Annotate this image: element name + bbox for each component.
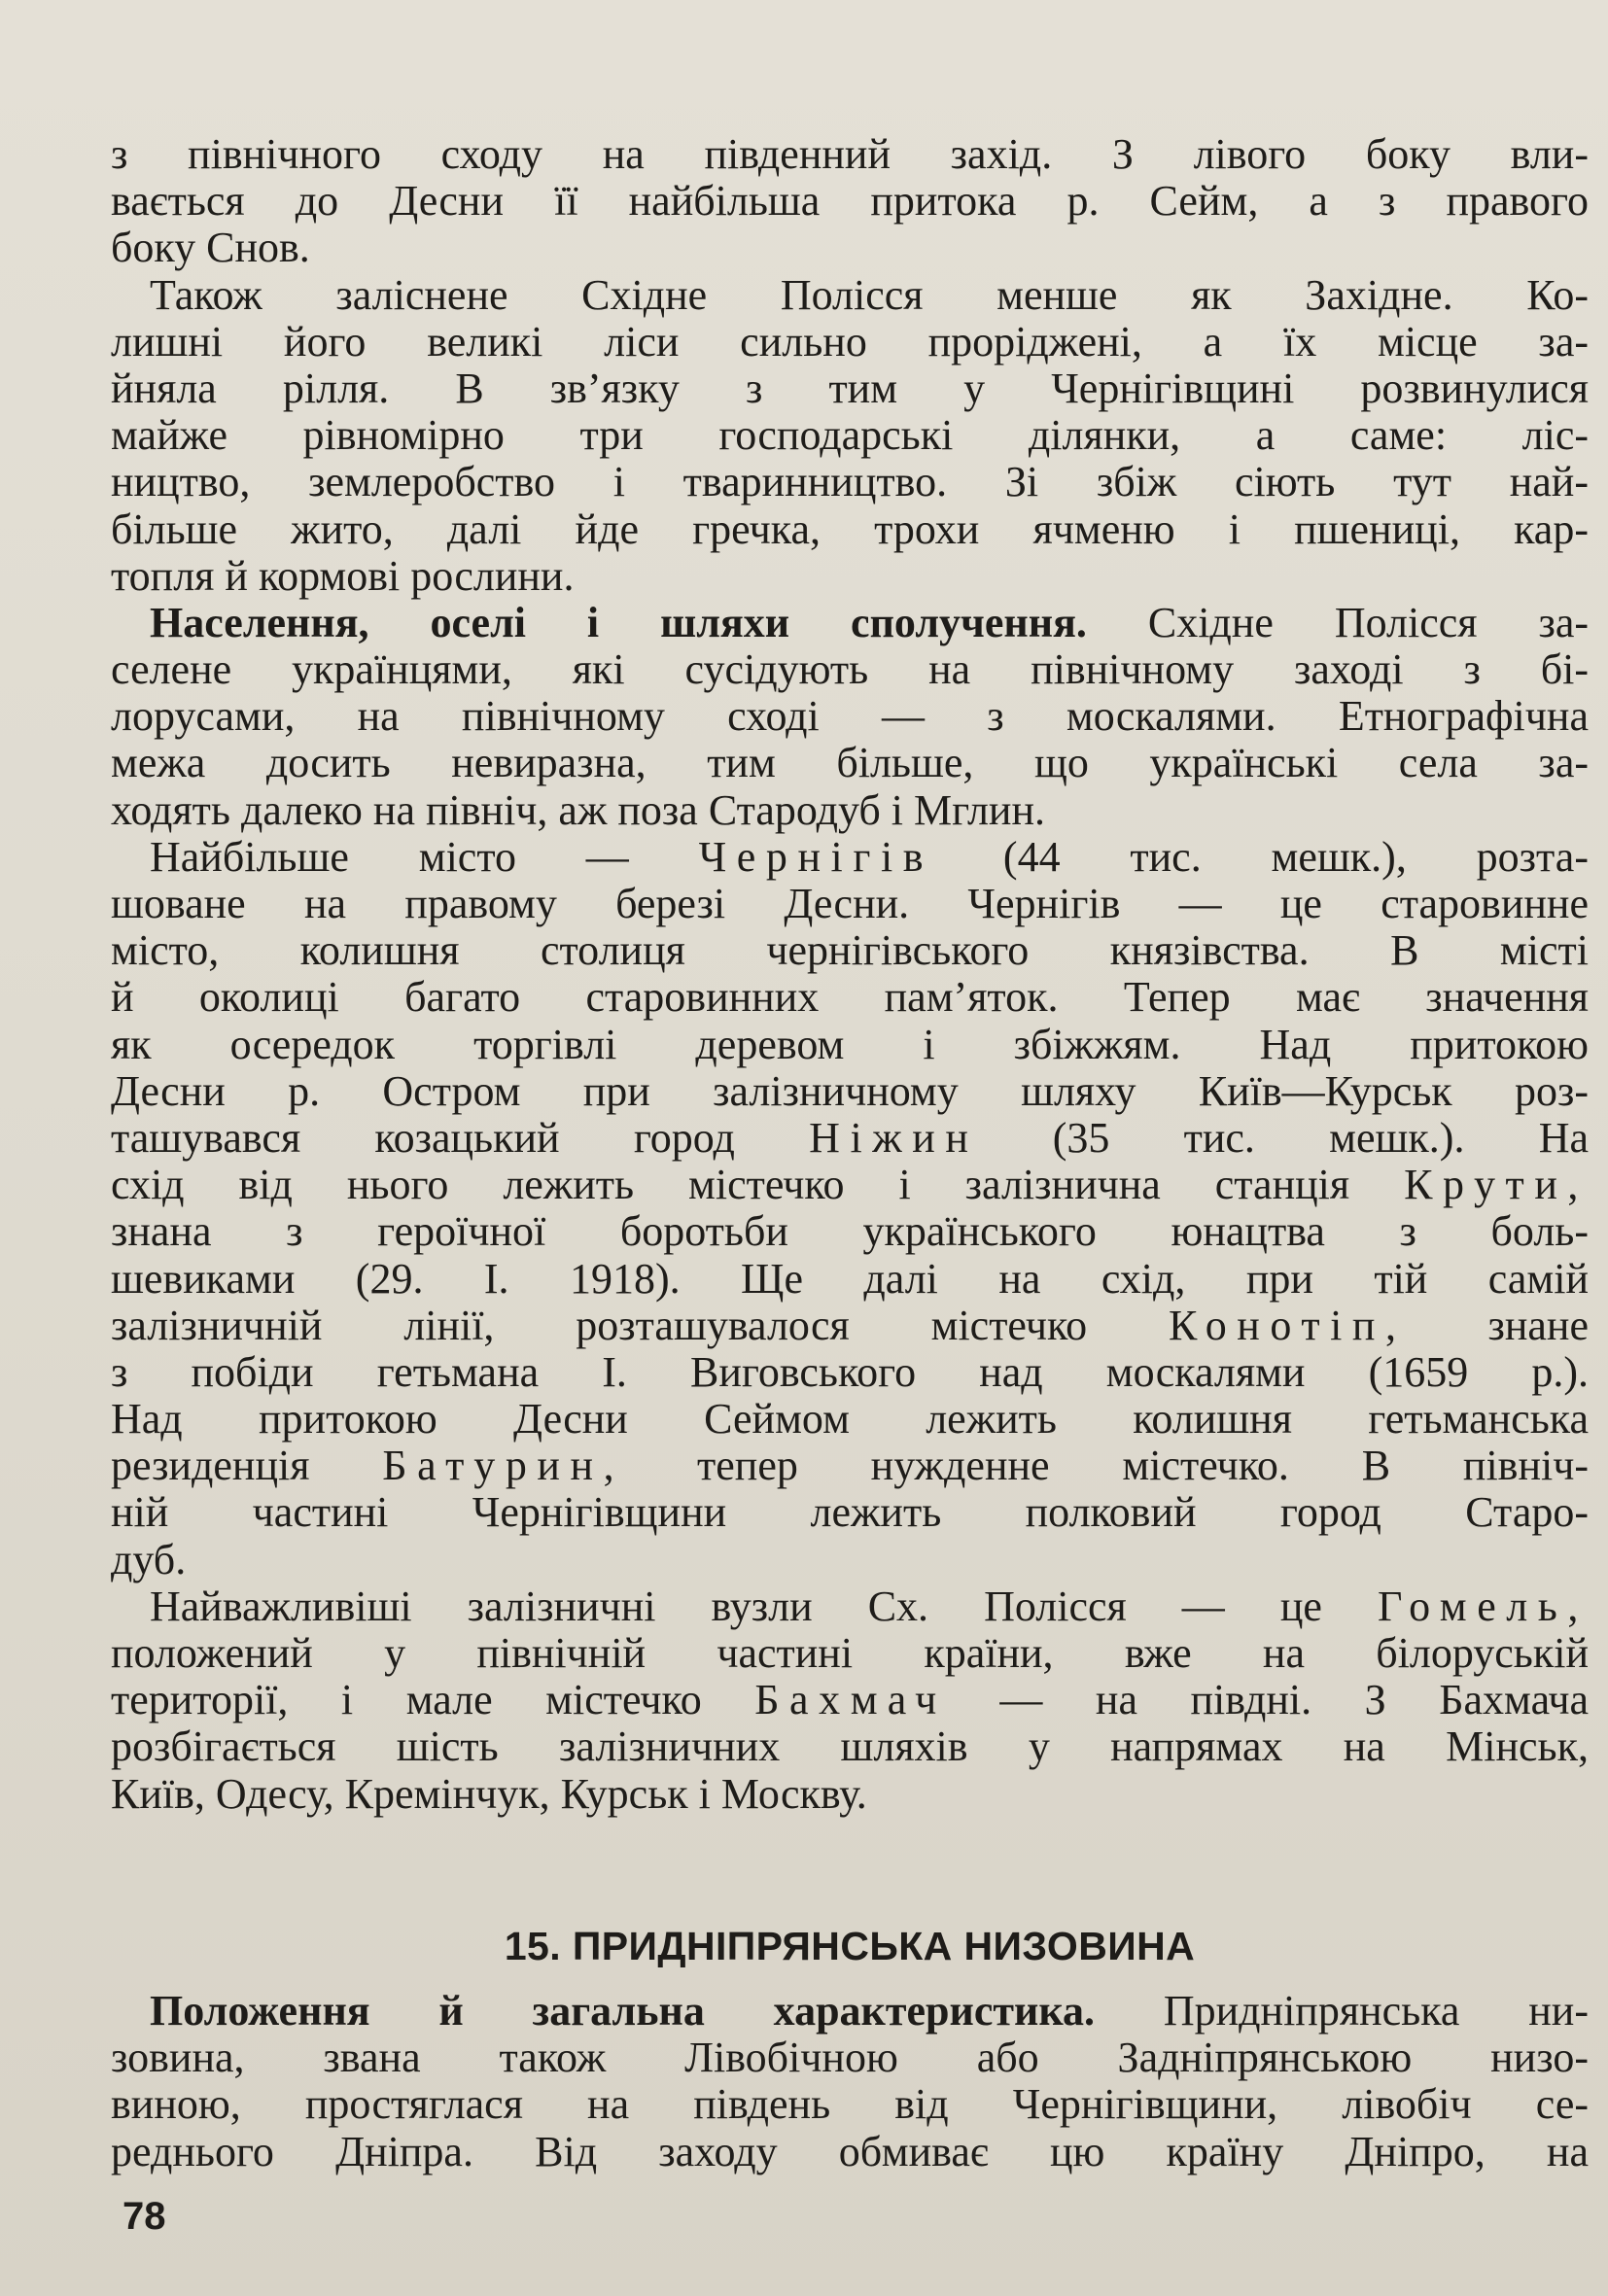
city-nizhyn: Ніжин: [809, 1113, 979, 1162]
section-text: [111, 1988, 1589, 2175]
text-fragment: Придніпрянська ни-: [1163, 1987, 1589, 2035]
text-line: як осередок торгівлі деревом і збіжжям. Над притокою: [111, 1020, 1589, 1068]
text-line: шоване на правому березі Десни. Чернігів — це старовинне: [111, 880, 1589, 927]
text-fragment: (44 тис. мешк.), розта-: [933, 832, 1589, 881]
text-line: реднього Дніпра. Від заходу обмиває цю країну Дніпро, на: [111, 2127, 1589, 2175]
text-fragment: (35 тис. мешк.). На: [978, 1113, 1589, 1162]
text-line: положений у північній частині країни, вже на білоруській: [111, 1629, 1589, 1677]
text-line: розбігається шість залізничних шляхів у напрямах на Мінськ,: [111, 1722, 1589, 1771]
text-line: зовина, звана також Лівобічною або Задніпрянською низо-: [111, 2034, 1589, 2082]
text-line: Десни р. Остром при залізничному шляху Київ—Курськ роз-: [111, 1066, 1589, 1115]
text-line: шевиками (29. I. 1918). Ще далі на схід, при тій самій: [111, 1254, 1589, 1303]
town-kruty: Крути,: [1404, 1161, 1589, 1209]
town-baturyn: Батурин,: [382, 1442, 625, 1490]
town-konotop: Конотіп,: [1169, 1301, 1407, 1349]
text-line: [111, 1677, 1589, 1723]
text-line: дуб.: [111, 1535, 187, 1583]
town-bakhmach: Бахмач: [754, 1676, 947, 1724]
section-heading: 15. ПРИДНІПРЯНСЬКА НИЗОВИНА: [504, 1924, 1196, 1968]
text-fragment: схід від нього лежить містечко і залізнична станція: [111, 1161, 1405, 1209]
main-text: [111, 131, 1589, 1818]
text-fragment: Найважливіші залізничні вузли Сх. Полісся — це: [150, 1582, 1378, 1630]
text-fragment: тепер нужденне містечко. В північ-: [624, 1442, 1590, 1490]
text-line: Над притокою Десни Сеймом лежить колишня гетьманська: [111, 1395, 1589, 1444]
paragraph-heading-population: Населення, оселі і шляхи сполучення.: [150, 598, 1087, 646]
text-line: місто, колишня столиця чернігівського князівства. В місті: [111, 926, 1589, 975]
text-line: [111, 1443, 1589, 1489]
page-number: 78: [122, 2195, 166, 2238]
text-line: майже рівномірно три господарські ділянки, а саме: ліс-: [111, 411, 1589, 460]
text-line: [111, 1583, 1589, 1630]
text-fragment: — на півдні. З Бахмача: [946, 1676, 1589, 1724]
text-fragment: ташувався козацький город: [111, 1113, 810, 1162]
text-line: знана з героїчної боротьби українського юнацтва з боль-: [111, 1207, 1589, 1256]
text-line: топля й кормові рослини.: [111, 551, 575, 600]
text-line: вається до Десни її найбільша притока р. Сейм, а з правого: [111, 177, 1589, 226]
text-line: [111, 600, 1589, 646]
text-line: [111, 1988, 1589, 2035]
text-fragment: резиденція: [111, 1442, 383, 1490]
city-chernihiv: Чернігів: [698, 832, 934, 881]
text-line: виною, простяглася на південь від Чернігівщини, лівобіч се-: [111, 2080, 1589, 2129]
text-line: Київ, Одесу, Кремінчук, Курськ і Москву.: [111, 1769, 867, 1818]
text-line: ництво, землеробство і тваринництво. Зі збіж сіють тут най-: [111, 458, 1589, 506]
text-fragment: залізничній лінії, розташувалося містечко: [111, 1301, 1169, 1349]
text-line: межа досить невиразна, тим більше, що українські села за-: [111, 739, 1589, 787]
text-line: більше жито, далі йде гречка, трохи ячменю і пшениці, кар-: [111, 504, 1589, 553]
text-fragment: Найбільше місто —: [150, 832, 699, 881]
text-line: ходять далеко на північ, аж поза Стародуб і Мглин.: [111, 785, 1046, 834]
paragraph-heading-position: Положення й загальна характеристика.: [150, 1987, 1096, 2035]
text-line: [111, 1303, 1589, 1349]
text-line: [111, 1115, 1589, 1162]
text-line: [111, 1162, 1589, 1208]
text-line: лишні його великі ліси сильно проріджені, а їх місце за-: [111, 317, 1589, 365]
text-line: селене українцями, які сусідують на північному заході з бі-: [111, 645, 1589, 694]
text-line: лорусами, на північному сході — з москалями. Етнографічна: [111, 692, 1589, 741]
text-line: йняла рілля. В зв’язку з тим у Чернігівщині розвинулися: [111, 364, 1589, 412]
text-fragment: Східне Полісся за-: [1147, 598, 1590, 646]
text-line: з побіди гетьмана І. Виговського над москалями (1659 р.).: [111, 1347, 1589, 1396]
text-line: й околиці багато старовинних пам’яток. Тепер має значення: [111, 973, 1589, 1022]
text-fragment: знане: [1406, 1301, 1589, 1349]
text-line: Також заліснене Східне Полісся менше як Західне. Ко-: [150, 270, 1589, 319]
text-line: боку Снов.: [111, 224, 310, 272]
text-line: з північного сходу на південний захід. З лівого боку вли-: [111, 130, 1589, 178]
text-line: ній частині Чернігівщини лежить полковий город Старо-: [111, 1488, 1589, 1537]
text-fragment: території, і мале містечко: [111, 1676, 755, 1724]
text-line: [111, 834, 1589, 881]
city-gomel: Гомель,: [1377, 1582, 1589, 1630]
